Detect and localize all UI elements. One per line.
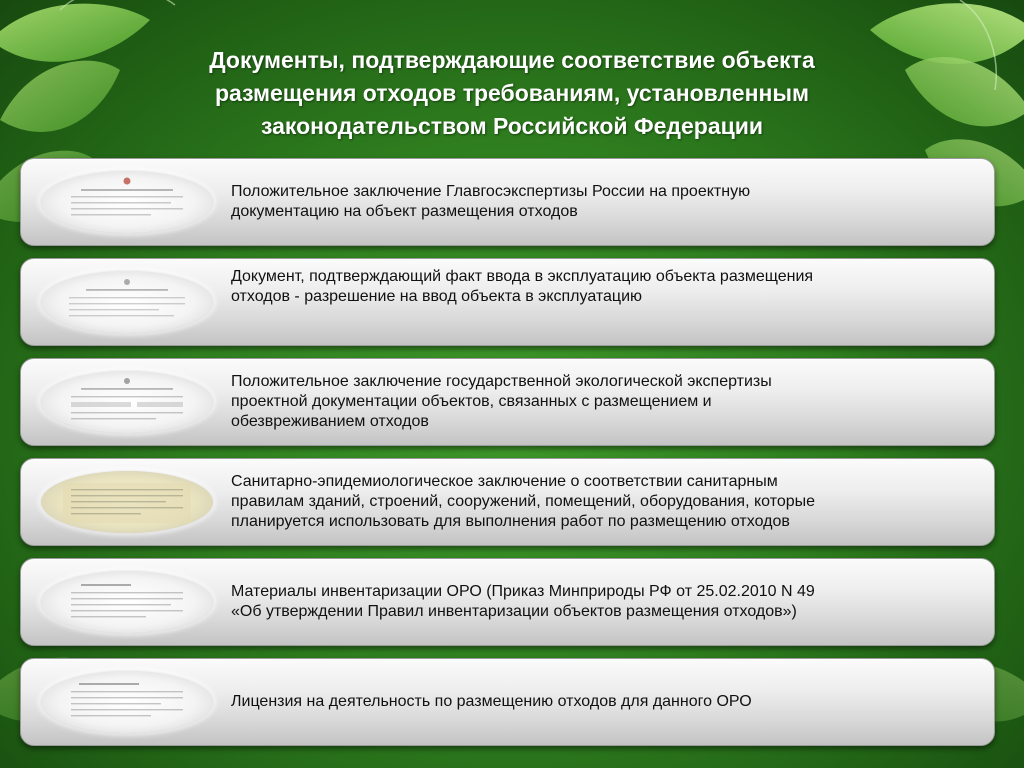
document-description xyxy=(231,659,981,745)
document-item xyxy=(20,358,995,446)
document-item xyxy=(20,558,995,646)
document-description xyxy=(231,159,981,245)
document-thumbnail-icon xyxy=(41,171,213,233)
document-thumbnail-icon xyxy=(41,471,213,533)
page-title xyxy=(80,44,944,143)
document-text-line: правилам зданий, строений, сооружений, помещений, оборудования, которые xyxy=(231,493,816,510)
document-item xyxy=(20,158,995,246)
document-text-line: проектной документации объектов, связанных с размещением и xyxy=(231,393,712,410)
document-thumbnail-icon xyxy=(41,571,213,633)
document-text-line: планируется использовать для выполнения работ по размещению отходов xyxy=(231,513,790,530)
document-item xyxy=(20,458,995,546)
document-text-line: «Об утверждении Правил инвентаризации объектов размещения отходов») xyxy=(231,603,797,620)
document-text-line: Положительное заключение государственной экологической экспертизы xyxy=(231,373,772,390)
document-text-line: Материалы инвентаризации ОРО (Приказ Минприроды РФ от 25.02.2010 N 49 xyxy=(231,583,815,600)
title-line: Документы, подтверждающие соответствие объекта xyxy=(209,47,815,73)
document-item xyxy=(20,658,995,746)
document-description xyxy=(231,459,981,545)
document-description xyxy=(231,259,981,345)
document-thumbnail-icon xyxy=(41,671,213,733)
title-line: размещения отходов требованиям, установленным xyxy=(214,80,810,106)
document-text-line: документацию на объект размещения отходов xyxy=(231,203,578,220)
document-item xyxy=(20,258,995,346)
document-text-line: Положительное заключение Главгосэкспертизы России на проектную xyxy=(231,183,751,200)
document-text-line: Лицензия на деятельность по размещению отходов для данного ОРО xyxy=(231,693,752,710)
document-description xyxy=(231,359,981,445)
title-line: законодательством Российской Федерации xyxy=(260,113,764,139)
document-thumbnail-icon xyxy=(41,371,213,433)
document-text-line: отходов - разрешение на ввод объекта в эксплуатацию xyxy=(231,288,643,305)
document-text-line: обезвреживанием отходов xyxy=(231,413,429,430)
document-thumbnail-icon xyxy=(41,271,213,333)
document-description xyxy=(231,559,981,645)
document-text-line: Документ, подтверждающий факт ввода в эксплуатацию объекта размещения xyxy=(231,268,814,285)
document-text-line: Санитарно-эпидемиологическое заключение о соответствии санитарным xyxy=(231,473,778,490)
